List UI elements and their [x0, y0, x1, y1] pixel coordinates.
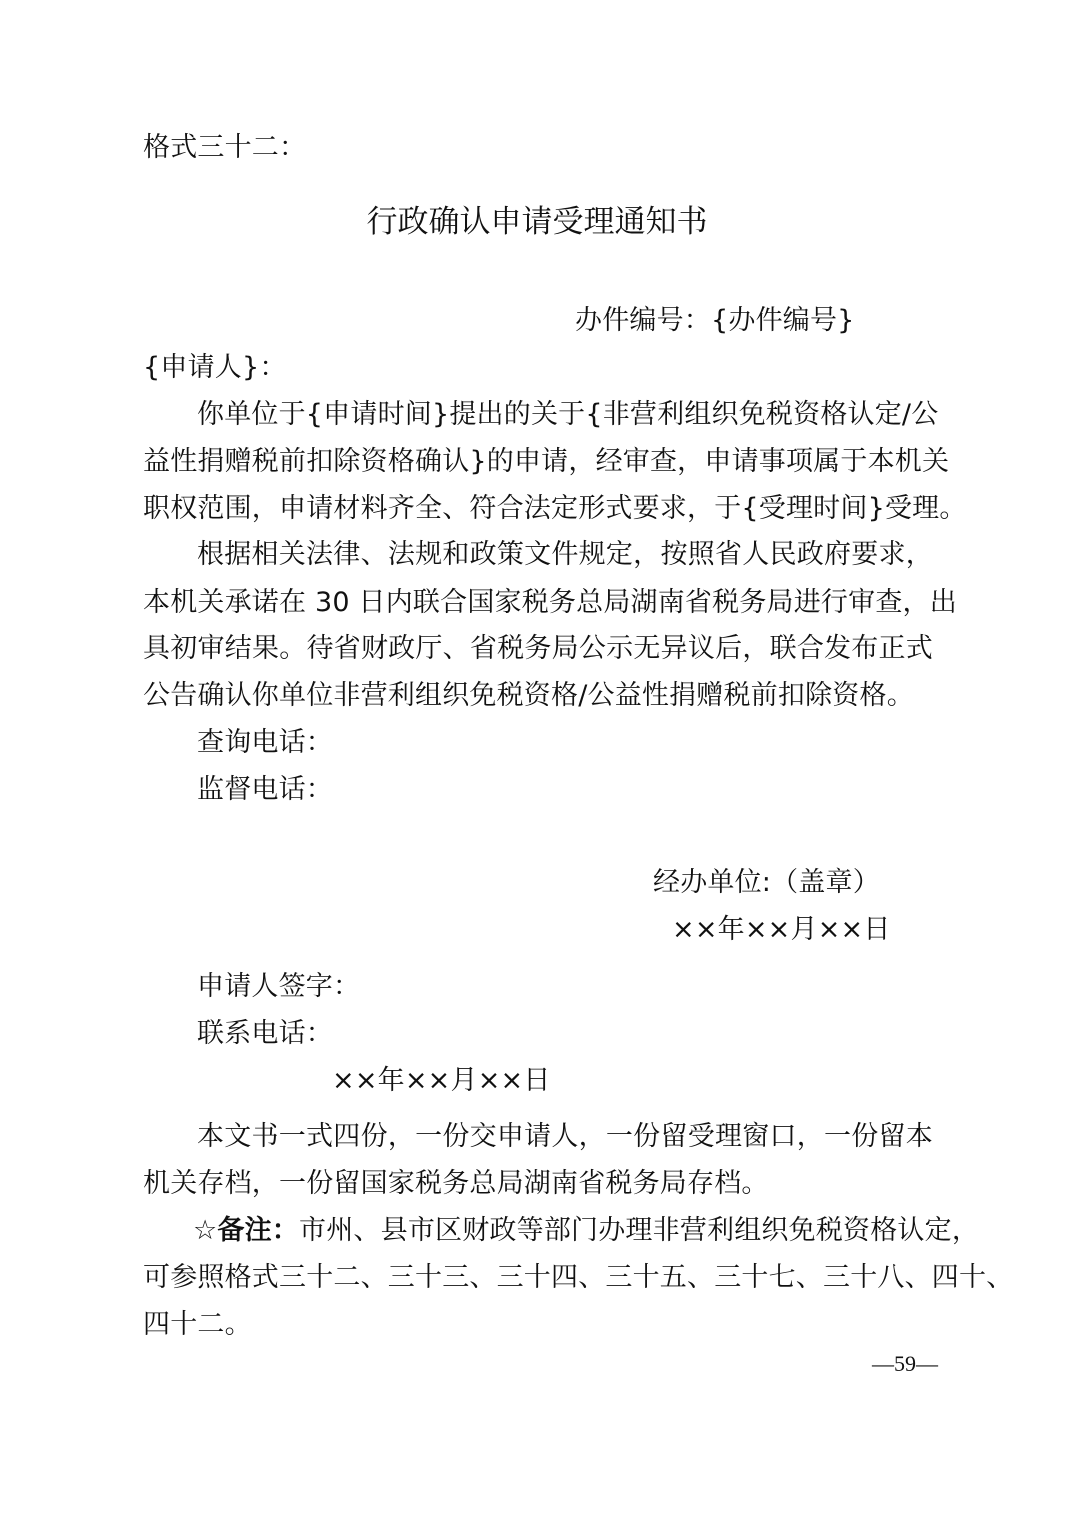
remark-line: 市州、县市区财政等部门办理非营利组织免税资格认定， — [299, 1215, 980, 1246]
paragraph-line: 本机关承诺在 30 日内联合国家税务总局湖南省税务局进行审查，出 — [143, 587, 957, 618]
remark-line: 可参照格式三十二、三十三、三十四、三十五、三十七、三十八、四十、 — [143, 1262, 1014, 1293]
format-label: 格式三十二： — [143, 132, 307, 163]
paragraph-line: 益性捐赠税前扣除资格确认}的申请，经审查，申请事项属于本机关 — [143, 446, 950, 477]
issuer-unit-seal: 经办单位:（盖章） — [653, 867, 880, 898]
paragraph-line: 你单位于{申请时间}提出的关于{非营利组织免税资格认定/公 — [197, 399, 939, 430]
page-number: —59— — [872, 1351, 938, 1376]
paragraph-line: 本文书一式四份，一份交申请人，一份留受理窗口，一份留本 — [197, 1121, 933, 1152]
inquiry-phone-label: 查询电话： — [197, 727, 333, 758]
applicant-phone-label: 联系电话： — [197, 1018, 333, 1049]
salutation: {申请人}： — [143, 352, 287, 383]
paragraph-line: 根据相关法律、法规和政策文件规定，按照省人民政府要求， — [197, 539, 933, 570]
paragraph-line: 职权范围，申请材料齐全、符合法定形式要求，于{受理时间}受理。 — [143, 493, 967, 524]
remark-line: 四十二。 — [143, 1309, 252, 1340]
paragraph-line: 机关存档，一份留国家税务总局湖南省税务局存档。 — [143, 1168, 769, 1199]
remark-first-line — [193, 1214, 980, 1248]
paragraph-line: 具初审结果。待省财政厅、省税务局公示无异议后，联合发布正式 — [143, 633, 933, 664]
case-number: 办件编号：{办件编号} — [575, 305, 855, 336]
supervision-phone-label: 监督电话： — [197, 774, 333, 805]
applicant-signature-label: 申请人签字： — [197, 971, 361, 1002]
remark-label: ☆备注： — [193, 1215, 300, 1246]
paragraph-line: 公告确认你单位非营利组织免税资格/公益性捐赠税前扣除资格。 — [143, 680, 914, 711]
issuer-date: ××年××月××日 — [672, 914, 891, 945]
applicant-date: ××年××月××日 — [332, 1065, 551, 1096]
document-title: 行政确认申请受理通知书 — [366, 204, 708, 240]
